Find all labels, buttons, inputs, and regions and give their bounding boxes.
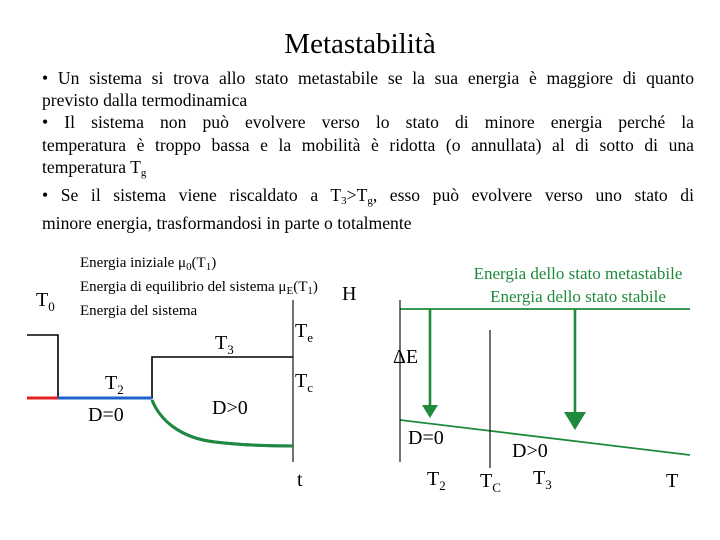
delta-e-arrowhead (422, 405, 438, 418)
legend-initial-text: Energia iniziale μ (80, 255, 187, 271)
label-T-axis: T (666, 470, 679, 492)
label-d0-left: D=0 (88, 404, 124, 426)
legend-equilibrium-close: ) (312, 279, 318, 295)
label-d0-right: D=0 (408, 427, 444, 449)
legend-equilibrium-paren: (T (293, 279, 308, 295)
tg-subscript: g (140, 166, 147, 179)
label-dpos-left: D>0 (212, 397, 248, 419)
temperature-profile (27, 335, 293, 398)
tc-subscript: C (492, 480, 501, 495)
h-label: H (342, 283, 357, 305)
label-delta-e: ΔE (393, 346, 419, 368)
t2-subscript: 2 (117, 382, 124, 397)
legend-metastable: Energia dello stato metastabile (473, 264, 683, 283)
label-dpos-right: D>0 (512, 440, 548, 462)
t3-text: T (533, 467, 546, 489)
bullet-3-line-2: minore energia, trasformandosi in parte o totalmente (42, 213, 412, 234)
t2-subscript: 2 (439, 478, 446, 493)
legend-initial-close: ) (211, 255, 217, 271)
te-subscript: e (307, 330, 313, 345)
t2-text: T (105, 372, 118, 394)
bullet-2-line-1: • Il sistema non può evolvere verso lo stato di minore energia perché la (42, 112, 694, 133)
t0-text: T (36, 289, 49, 311)
bullet-2-text: temperatura T (42, 156, 141, 177)
tc-text: T (295, 370, 308, 392)
system-energy-curve (152, 400, 293, 446)
legend-equilibrium-text: Energia di equilibrio del sistema μ (80, 279, 287, 295)
tc-text: T (480, 470, 493, 492)
t0-subscript: 0 (48, 299, 55, 314)
stable-energy-line (400, 420, 690, 455)
legend-system-energy: Energia del sistema (80, 303, 198, 319)
t3-subscript: 3 (227, 342, 234, 357)
bullet-3-text-c: , esso può evolvere verso uno stato di (372, 185, 694, 206)
bullet-2-line-2: temperatura è troppo bassa e la mobilità è ridotta (o annullata) al di sotto di una (42, 134, 694, 155)
te-text: T (295, 320, 308, 342)
equilibrium-energy-curve (152, 400, 293, 446)
right-diagram (400, 300, 690, 468)
left-diagram (27, 300, 293, 462)
t3-subscript: 3 (545, 477, 552, 492)
mu0-subscript: 0 (186, 261, 192, 273)
t1-subscript: 1 (205, 261, 212, 273)
bullet-3-text-a: • Se il sistema viene riscaldato a T (42, 185, 342, 206)
tc-subscript: c (307, 380, 313, 395)
bullet-3-text-b: >T (346, 185, 368, 206)
mue-subscript: E (286, 285, 294, 297)
legend-stable: Energia dello stato stabile (490, 287, 666, 306)
tg-subscript: g (367, 195, 373, 208)
t2-text: T (427, 468, 440, 490)
bullet-1-line-2: previsto dalla termodinamica (42, 90, 248, 111)
slide-title: Metastabilità (284, 28, 436, 60)
t3-subscript: 3 (341, 195, 347, 208)
transformation-arrowhead (564, 412, 586, 430)
bullet-1-line-1: • Un sistema si trova allo stato metastabile se la sua energia è maggiore di quanto (42, 68, 694, 88)
label-t-axis: t (297, 469, 303, 491)
t3-text: T (215, 332, 228, 354)
t1-subscript: 1 (307, 285, 313, 297)
legend-initial-paren: (T (191, 255, 206, 271)
